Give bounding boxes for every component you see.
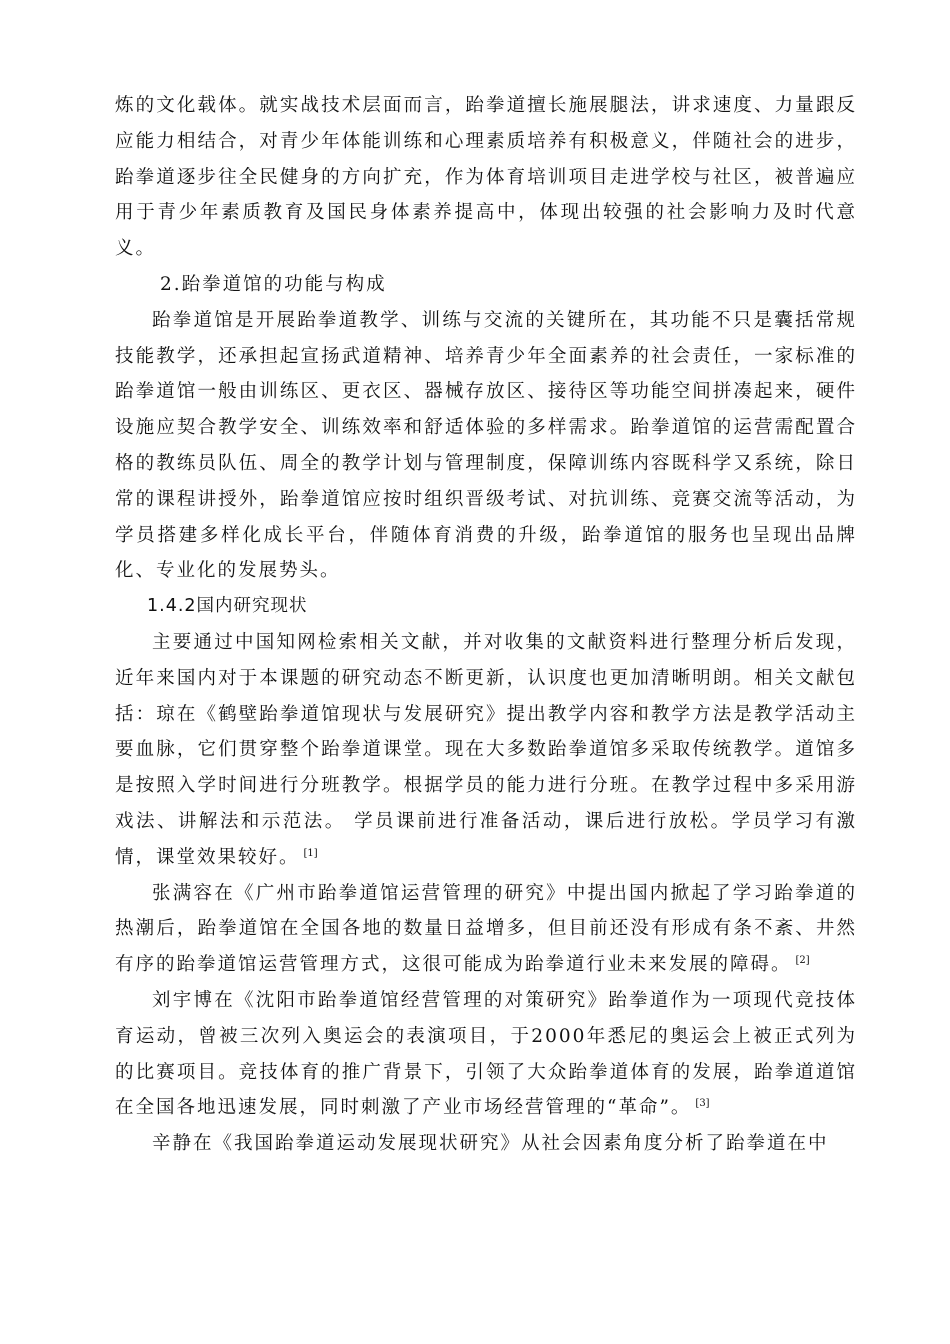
subheading-dojang-function: 2.跆拳道馆的功能与构成 xyxy=(160,273,387,295)
paragraph-dojang-function: 跆拳道馆是开展跆拳道教学、训练与交流的关键所在，其功能不只是囊括常规技能教学，还承担起宣扬武道精神、培养青少年全面素养的社会责任，一家标准的跆拳道馆一般由训练区、更衣区、器械存放区、接待区等功能空间拼凑起来，硬件设施应契合教学安全、训练效率和舒适体验的多样需求。跆拳道馆的运营需配置合格的教练员队伍、周全的教学计划与管理制度，保障训练内容既科学又系统，除日常的课程讲授外，跆拳道馆应按时组织晋级考试、对抗训练、竞赛交流等活动，为学员搭建多样化成长平台，伴随体育消费的升级，跆拳道馆的服务也呈现出品牌化、专业化的发展势头。 xyxy=(115,309,857,582)
paragraph-text: 张满容在《广州市跆拳道馆运营管理的研究》中提出国内掀起了学习跆拳道的热潮后，跆拳道馆在全国各地的数量日益增多，但目前还没有形成有条不紊、井然有序的跆拳道馆运营管理方式，这很可能成为跆拳道行业未来发展的障碍。 xyxy=(115,882,857,976)
document-body xyxy=(115,88,857,1162)
paragraph-domestic-research xyxy=(115,625,857,876)
citation-marker: [1] xyxy=(303,847,318,859)
paragraph-zhang-manrong xyxy=(115,876,857,983)
paragraph-liu-yubo xyxy=(115,983,857,1126)
citation-marker: [2] xyxy=(795,955,810,967)
paragraph-text: 刘宇博在《沈阳市跆拳道馆经营管理的对策研究》跆拳道作为一项现代竞技体育运动，曾被三次列入奥运会的表演项目，于2000年悉尼的奥运会上被正式列为的比赛项目。竞技体育的推广背景下，引领了大众跆拳道体育的发展，跆拳道道馆在全国各地迅速发展，同时刺激了产业市场经营管理的“革命”。 xyxy=(115,989,857,1119)
section-heading-domestic-research: 1.4.2国内研究现状 xyxy=(147,596,308,617)
citation-marker: [3] xyxy=(695,1098,710,1110)
paragraph-xin-jing: 辛静在《我国跆拳道运动发展现状研究》从社会因素角度分析了跆拳道在中 xyxy=(152,1133,829,1155)
paragraph-text: 主要通过中国知网检索相关文献，并对收集的文献资料进行整理分析后发现，近年来国内对于本课题的研究动态不断更新，认识度也更加清晰明朗。相关文献包括：琼在《鹤壁跆拳道馆现状与发展研究》提出教学内容和教学方法是教学活动主要血脉，它们贯穿整个跆拳道课堂。现在大多数跆拳道馆多采取传统教学。道馆多是按照入学时间进行分班教学。根据学员的能力进行分班。在教学过程中多采用游戏法、讲解法和示范法。 学员课前进行准备活动，课后进行放松。学员学习有激情，课堂效果较好。 xyxy=(115,631,857,868)
paragraph-intro-continuation: 炼的文化载体。就实战技术层面而言，跆拳道擅长施展腿法，讲求速度、力量跟反应能力相结合，对青少年体能训练和心理素质培养有积极意义，伴随社会的进步，跆拳道逐步往全民健身的方向扩充，作为体育培训项目走进学校与社区，被普遍应用于青少年素质教育及国民身体素养提高中，体现出较强的社会影响力及时代意义。 xyxy=(115,95,857,260)
